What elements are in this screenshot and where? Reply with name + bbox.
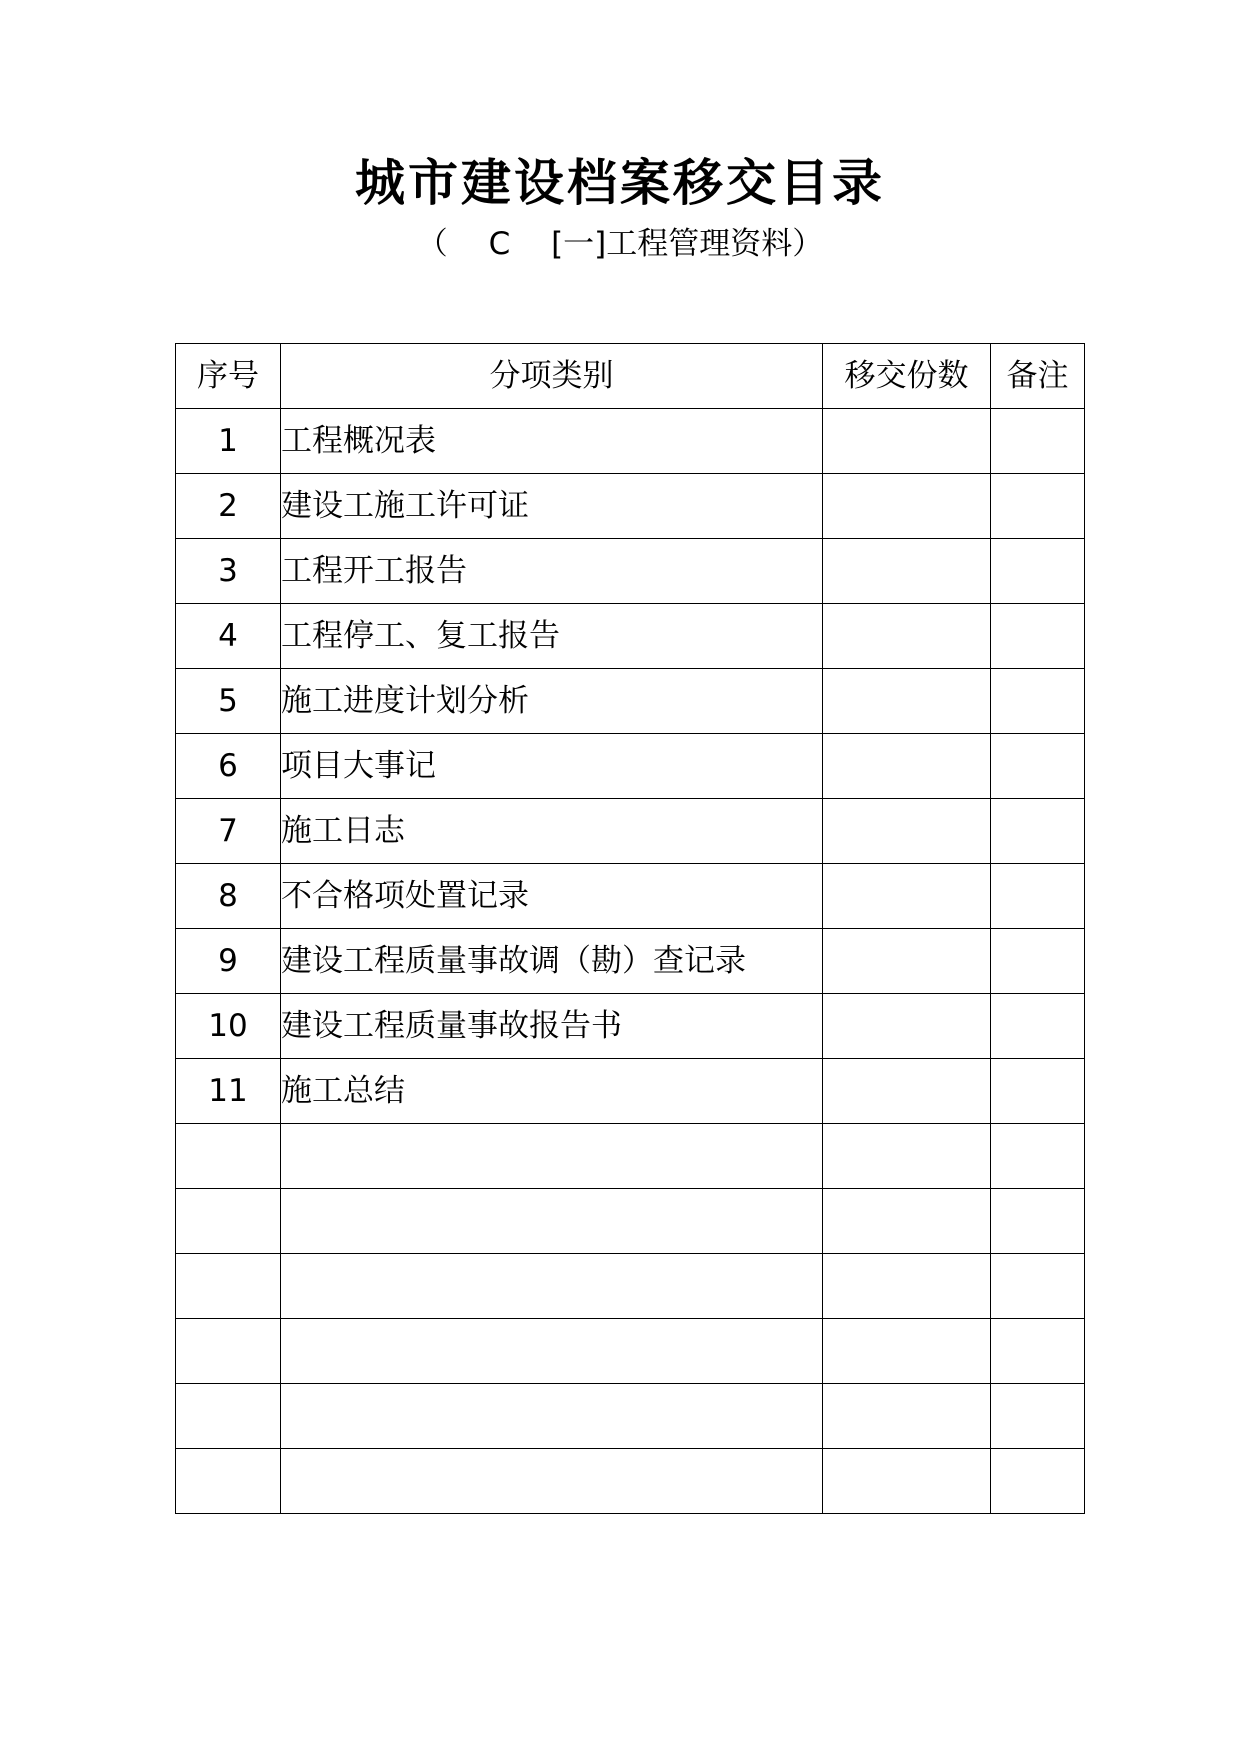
row-copies-cell — [823, 734, 991, 799]
row-remark-cell — [991, 539, 1085, 604]
table-row — [176, 864, 1085, 929]
table-row — [176, 799, 1085, 864]
page-title: 城市建设档案移交目录 — [355, 154, 885, 212]
table-row — [176, 409, 1085, 474]
row-copies-cell — [823, 1384, 991, 1449]
row-remark-cell — [991, 1319, 1085, 1384]
row-no-cell: 2 — [176, 474, 281, 539]
row-copies-cell — [823, 669, 991, 734]
row-no-cell: 5 — [176, 669, 281, 734]
row-remark-cell — [991, 669, 1085, 734]
row-copies-cell — [823, 1189, 991, 1254]
row-remark-cell — [991, 604, 1085, 669]
row-copies-cell — [823, 929, 991, 994]
table-row — [176, 929, 1085, 994]
table-row — [176, 1189, 1085, 1254]
row-remark-cell — [991, 734, 1085, 799]
row-no-cell: 9 — [176, 929, 281, 994]
row-item-cell — [281, 1189, 823, 1254]
table-header-row — [176, 344, 1085, 409]
row-remark-cell — [991, 1449, 1085, 1514]
row-no-cell: 4 — [176, 604, 281, 669]
row-copies-cell — [823, 1059, 991, 1124]
row-item-cell — [281, 1449, 823, 1514]
row-item-cell: 工程概况表 — [281, 409, 823, 474]
row-copies-cell — [823, 1449, 991, 1514]
row-no-cell: 11 — [176, 1059, 281, 1124]
row-remark-cell — [991, 799, 1085, 864]
row-item-cell: 建设工程质量事故调（勘）查记录 — [281, 929, 823, 994]
row-remark-cell — [991, 1124, 1085, 1189]
row-copies-cell — [823, 1254, 991, 1319]
row-copies-cell — [823, 409, 991, 474]
row-remark-cell — [991, 864, 1085, 929]
row-item-cell: 施工总结 — [281, 1059, 823, 1124]
row-no-cell: 1 — [176, 409, 281, 474]
row-remark-cell — [991, 1384, 1085, 1449]
row-no-cell — [176, 1319, 281, 1384]
table-row — [176, 1384, 1085, 1449]
row-item-cell — [281, 1384, 823, 1449]
table-row — [176, 1254, 1085, 1319]
row-copies-cell — [823, 1124, 991, 1189]
table-body — [176, 409, 1085, 1514]
row-no-cell — [176, 1189, 281, 1254]
row-item-cell: 施工进度计划分析 — [281, 669, 823, 734]
row-remark-cell — [991, 409, 1085, 474]
table-row — [176, 539, 1085, 604]
row-no-cell: 10 — [176, 994, 281, 1059]
table-row — [176, 1319, 1085, 1384]
row-remark-cell — [991, 474, 1085, 539]
row-no-cell — [176, 1384, 281, 1449]
row-remark-cell — [991, 1254, 1085, 1319]
table-row — [176, 1449, 1085, 1514]
row-copies-cell — [823, 539, 991, 604]
row-remark-cell — [991, 929, 1085, 994]
table-row — [176, 669, 1085, 734]
row-item-cell: 不合格项处置记录 — [281, 864, 823, 929]
row-no-cell — [176, 1449, 281, 1514]
header-item: 分项类别 — [281, 344, 823, 409]
table-row — [176, 994, 1085, 1059]
row-copies-cell — [823, 474, 991, 539]
row-item-cell: 施工日志 — [281, 799, 823, 864]
header-copies: 移交份数 — [823, 344, 991, 409]
row-item-cell — [281, 1254, 823, 1319]
row-copies-cell — [823, 994, 991, 1059]
row-copies-cell — [823, 604, 991, 669]
row-no-cell — [176, 1254, 281, 1319]
row-item-cell: 建设工程质量事故报告书 — [281, 994, 823, 1059]
row-item-cell: 工程开工报告 — [281, 539, 823, 604]
row-item-cell — [281, 1319, 823, 1384]
row-no-cell: 8 — [176, 864, 281, 929]
table-row — [176, 1124, 1085, 1189]
header-remark: 备注 — [991, 344, 1085, 409]
row-no-cell: 6 — [176, 734, 281, 799]
row-no-cell — [176, 1124, 281, 1189]
header-no: 序号 — [176, 344, 281, 409]
row-item-cell — [281, 1124, 823, 1189]
row-remark-cell — [991, 994, 1085, 1059]
transfer-catalog-table — [175, 343, 1085, 1514]
row-copies-cell — [823, 799, 991, 864]
row-no-cell: 7 — [176, 799, 281, 864]
table-row — [176, 604, 1085, 669]
table-row — [176, 474, 1085, 539]
page-subtitle: （ C [一]工程管理资料） — [416, 226, 824, 262]
row-remark-cell — [991, 1059, 1085, 1124]
row-copies-cell — [823, 1319, 991, 1384]
table-row — [176, 734, 1085, 799]
row-item-cell: 建设工施工许可证 — [281, 474, 823, 539]
table-row — [176, 1059, 1085, 1124]
row-item-cell: 工程停工、复工报告 — [281, 604, 823, 669]
row-no-cell: 3 — [176, 539, 281, 604]
row-remark-cell — [991, 1189, 1085, 1254]
row-item-cell: 项目大事记 — [281, 734, 823, 799]
row-copies-cell — [823, 864, 991, 929]
